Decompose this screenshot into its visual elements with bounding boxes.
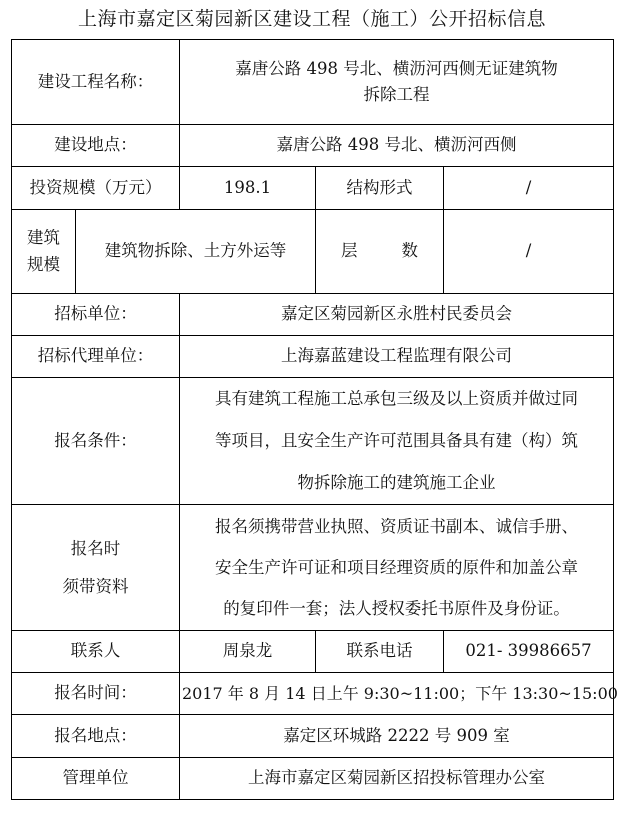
investment-label: 投资规模（万元） (12, 167, 180, 210)
floors-label-char2: 数 (401, 241, 418, 261)
row-investment (12, 167, 614, 210)
row-materials (12, 505, 614, 631)
row-reg-place (12, 715, 614, 758)
scale-label-line2: 规模 (27, 254, 60, 274)
scale-label (12, 210, 76, 294)
materials-value-line2: 安全生产许可证和项目经理资质的原件和加盖公章 (215, 558, 579, 577)
row-reg-time (12, 673, 614, 715)
reg-place-value: 嘉定区环城路 2222 号 909 室 (180, 715, 614, 758)
project-name-value (180, 40, 614, 125)
agent-label: 招标代理单位： (12, 336, 180, 378)
conditions-value-line2: 等项目，且安全生产许可范围具备具有建（构）筑 (215, 431, 579, 450)
tenderer-label: 招标单位： (12, 294, 180, 336)
tender-info-table (11, 39, 618, 800)
page-title: 上海市嘉定区菊园新区建设工程（施工）公开招标信息 (77, 8, 546, 30)
materials-label-line1: 报名时 (70, 538, 121, 558)
reg-time-value: 2017 年 8 月 14 日上午 9:30~11:00；下午 13:30~15:00 (180, 673, 614, 715)
authority-label: 管理单位 (12, 758, 180, 800)
contact-value: 周泉龙 (180, 631, 316, 673)
location-label: 建设地点： (12, 125, 180, 167)
authority-value: 上海市嘉定区菊园新区招投标管理办公室 (180, 758, 614, 800)
phone-label: 联系电话 (316, 631, 444, 673)
project-name-value-line2: 拆除工程 (363, 85, 430, 104)
scale-label-line1: 建筑 (27, 228, 60, 248)
floors-label (316, 210, 444, 294)
conditions-value (180, 378, 614, 505)
row-location (12, 125, 614, 167)
structure-label: 结构形式 (316, 167, 444, 210)
reg-place-label: 报名地点： (12, 715, 180, 758)
location-value: 嘉唐公路 498 号北、横沥河西侧 (180, 125, 614, 167)
conditions-value-line3: 物拆除施工的建筑施工企业 (297, 473, 496, 492)
conditions-value-line1: 具有建筑工程施工总承包三级及以上资质并做过同 (215, 389, 579, 408)
project-name-label: 建设工程名称： (12, 40, 180, 125)
materials-label-line2: 须带资料 (62, 576, 129, 596)
reg-time-label: 报名时间： (12, 673, 180, 715)
agent-value: 上海嘉蓝建设工程监理有限公司 (180, 336, 614, 378)
investment-value: 198.1 (180, 167, 316, 210)
materials-value (180, 505, 614, 631)
conditions-label: 报名条件： (12, 378, 180, 505)
floors-value: / (444, 210, 614, 294)
row-agent (12, 336, 614, 378)
row-contact (12, 631, 614, 673)
row-conditions (12, 378, 614, 505)
phone-value: 021- 39986657 (444, 631, 614, 673)
project-name-value-line1: 嘉唐公路 498 号北、横沥河西侧无证建筑物 (235, 58, 558, 78)
row-authority (12, 758, 614, 800)
row-scale (12, 210, 614, 294)
contact-label: 联系人 (12, 631, 180, 673)
row-project-name (12, 40, 614, 125)
floors-label-char1: 层 (341, 241, 358, 261)
tenderer-value: 嘉定区菊园新区永胜村民委员会 (180, 294, 614, 336)
materials-value-line1: 报名须携带营业执照、资质证书副本、诚信手册、 (215, 517, 579, 536)
row-tenderer (12, 294, 614, 336)
materials-value-line3: 的复印件一套；法人授权委托书原件及身份证。 (223, 599, 570, 618)
structure-value: / (444, 167, 614, 210)
materials-label (12, 505, 180, 631)
scale-value: 建筑物拆除、土方外运等 (76, 210, 316, 294)
